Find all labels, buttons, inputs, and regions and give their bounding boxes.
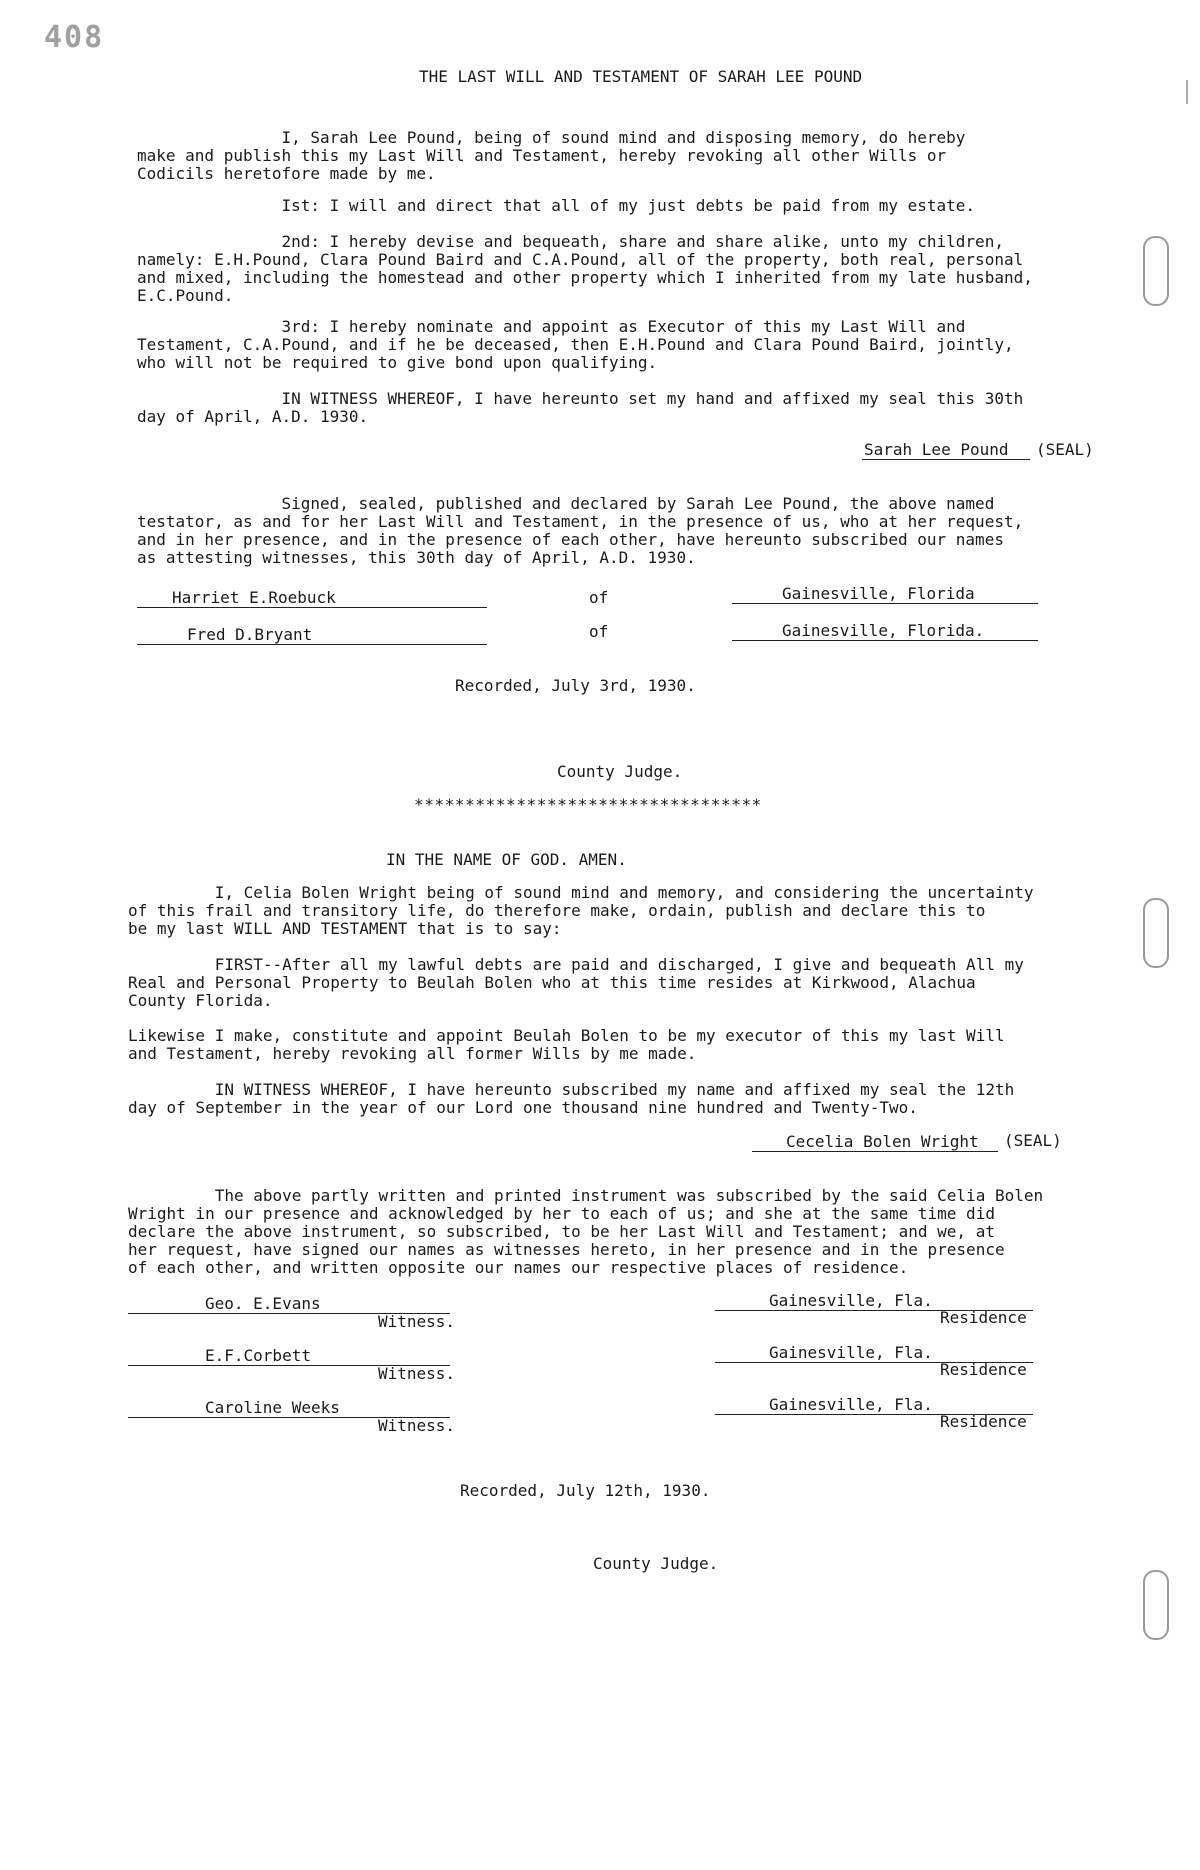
- will-2-witness-label: Witness.: [378, 1312, 456, 1331]
- will-1-first-clause: Ist: I will and direct that all of my just debts be paid from my estate.: [137, 196, 976, 215]
- will-2-witness-residence: Gainesville, Fla.: [769, 1343, 933, 1362]
- will-2-witness-label: Witness.: [378, 1364, 456, 1383]
- will-1-recorded: Recorded, July 3rd, 1930.: [455, 676, 696, 695]
- will-1-witness-of: of: [589, 622, 609, 641]
- page-number: 408: [44, 20, 105, 55]
- binder-hole-bottom: [1143, 1570, 1169, 1640]
- will-2-recorded: Recorded, July 12th, 1930.: [460, 1481, 711, 1500]
- will-1-witness-clause: IN WITNESS WHEREOF, I have hereunto set my hand and affixed my seal this 30th day of April, A.D. 1930.: [137, 389, 1024, 426]
- will-2-witness-name: Caroline Weeks: [205, 1398, 340, 1417]
- will-2-residence-label: Residence: [940, 1412, 1027, 1431]
- will-2-county-judge: County Judge.: [593, 1554, 719, 1573]
- will-1-witness-place-line: [732, 640, 1038, 641]
- will-2-residence-label: Residence: [940, 1308, 1027, 1327]
- will-1-witness-of: of: [589, 588, 609, 607]
- will-2-witness-label: Witness.: [378, 1416, 456, 1435]
- will-1-witness-name: Fred D.Bryant: [187, 625, 313, 644]
- will-1-title: THE LAST WILL AND TESTAMENT OF SARAH LEE POUND: [419, 67, 863, 86]
- separator: **********************************: [414, 795, 762, 814]
- will-1-second-clause: 2nd: I hereby devise and bequeath, share and share alike, unto my children, namely: E.H.Pound, Clara Pound Baird and C.A.Pound, all of the property, both real, personal and mixed, including the homestead and other property which I inherited from my late husband, E.C.Pound.: [137, 232, 1033, 305]
- margin-mark: [1186, 80, 1188, 104]
- will-2-witness-residence: Gainesville, Fla.: [769, 1395, 933, 1414]
- will-2-signature-line: [752, 1151, 998, 1152]
- will-2-attestation: The above partly written and printed instrument was subscribed by the said Celia Bolen Wright in our presence and acknowledged by her to each of us; and she at the same time did declare the above instrument, so subscribed, to be her Last Will and Testament; and we, at her request, have signed our names as witnesses hereto, in her presence and in the presence of each other, and written opposite our names our respective places of residence.: [128, 1186, 1044, 1277]
- will-2-first-clause: FIRST--After all my lawful debts are paid and discharged, I give and bequeath All my Real and Personal Property to Beulah Bolen who at this time resides at Kirkwood, Alachua County Florida.: [128, 955, 1024, 1010]
- will-1-county-judge: County Judge.: [557, 762, 683, 781]
- will-1-witness-place: Gainesville, Florida.: [782, 621, 985, 640]
- will-2-title: IN THE NAME OF GOD. AMEN.: [386, 850, 627, 869]
- will-1-witness-name: Harriet E.Roebuck: [172, 588, 336, 607]
- will-2-executor-clause: Likewise I make, constitute and appoint Beulah Bolen to be my executor of this my last Will and Testament, hereby revoking all former Wills by me made.: [128, 1026, 1005, 1063]
- will-2-signature: Cecelia Bolen Wright: [786, 1132, 979, 1151]
- will-1-signature-line: [862, 459, 1030, 460]
- will-2-seal: (SEAL): [1004, 1131, 1062, 1150]
- will-1-signature: Sarah Lee Pound: [864, 440, 1009, 459]
- will-1-witness-place-line: [732, 603, 1038, 604]
- will-2-residence-label: Residence: [940, 1360, 1027, 1379]
- will-2-witness-name: Geo. E.Evans: [205, 1294, 321, 1313]
- will-1-seal: (SEAL): [1036, 440, 1094, 459]
- will-1-witness-line: [137, 607, 487, 608]
- will-2-witness-clause: IN WITNESS WHEREOF, I have hereunto subscribed my name and affixed my seal the 12th day of September in the year of our Lord one thousand nine hundred and Twenty-Two.: [128, 1080, 1015, 1117]
- will-2-intro: I, Celia Bolen Wright being of sound mind and memory, and considering the uncertainty of this frail and transitory life, do therefore make, ordain, publish and declare this to be my last WILL AND TESTAMENT that is to say:: [128, 883, 1034, 938]
- binder-hole-top: [1143, 236, 1169, 306]
- will-2-witness-residence: Gainesville, Fla.: [769, 1291, 933, 1310]
- will-1-third-clause: 3rd: I hereby nominate and appoint as Executor of this my Last Will and Testament, C.A.Pound, and if he be deceased, then E.H.Pound and Clara Pound Baird, jointly, who will not be required to give bond upon qualifying.: [137, 317, 1014, 372]
- will-1-intro: I, Sarah Lee Pound, being of sound mind and disposing memory, do hereby make and publish this my Last Will and Testament, hereby revoking all other Wills or Codicils heretofore made by me.: [137, 128, 966, 183]
- will-1-witness-line: [137, 644, 487, 645]
- binder-hole-middle: [1143, 898, 1169, 968]
- will-2-witness-name: E.F.Corbett: [205, 1346, 311, 1365]
- will-1-attestation: Signed, sealed, published and declared by Sarah Lee Pound, the above named testator, as and for her Last Will and Testament, in the presence of us, who at her request, and in her presence, and in the presence of each other, have hereunto subscribed our names as attesting witnesses, this 30th day of April, A.D. 1930.: [137, 494, 1024, 567]
- will-1-witness-place: Gainesville, Florida: [782, 584, 975, 603]
